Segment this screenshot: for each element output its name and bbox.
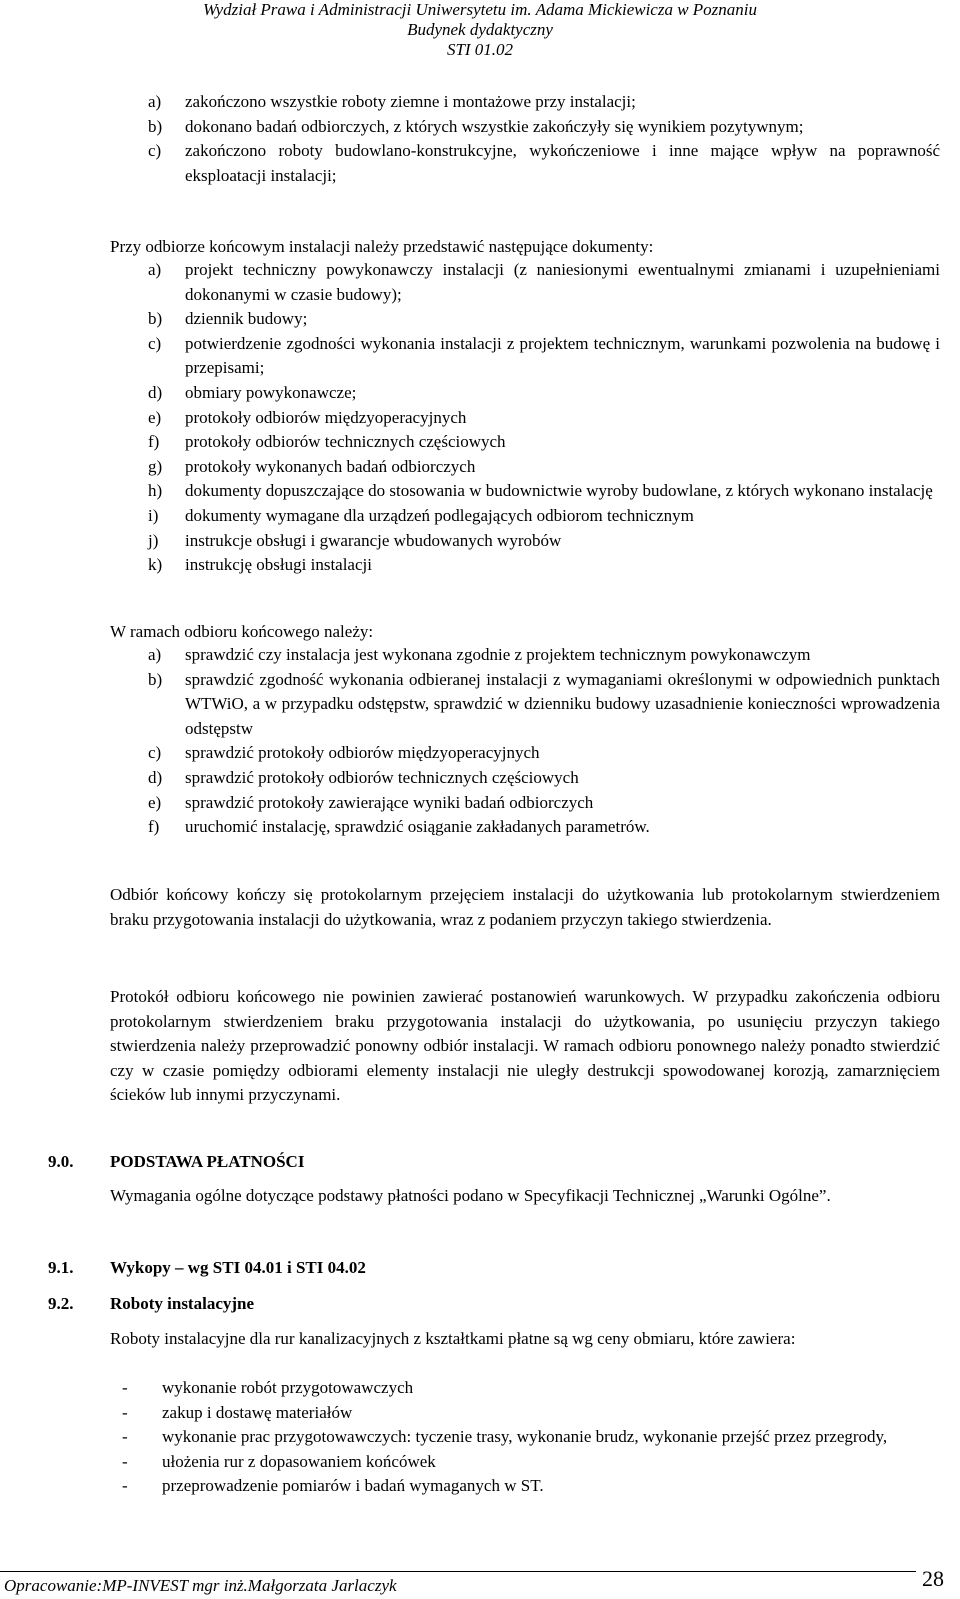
section-9-0-text: Wymagania ogólne dotyczące podstawy płatności podano w Specyfikacji Technicznej „Warunki Ogólne”.: [110, 1186, 831, 1205]
list-item: h) dokumenty dopuszczające do stosowania w budownictwie wyroby budowlane, z których wykonano instalację: [148, 481, 933, 501]
list-item: c) potwierdzenie zgodności wykonania instalacji z projektem technicznym, warunkami pozwolenia na budowę i przepisami;: [148, 333, 940, 378]
documents-intro: Przy odbiorze końcowym instalacji należy przedstawić następujące dokumenty:: [110, 237, 654, 256]
completion-conditions-list: [148, 90, 940, 188]
list-item: - wykonanie prac przygotowawczych: tyczenie trasy, wykonanie brudz, wykonanie przejść przez przegrody,: [122, 1427, 888, 1447]
header-code: STI 01.02: [446, 40, 514, 59]
list-item: a) zakończono wszystkie roboty ziemne i montażowe przy instalacji;: [148, 92, 636, 111]
list-item: a) projekt techniczny powykonawczy instalacji (z naniesionymi ewentualnymi zmianami i uzupełnieniami dokonanymi w czasie budowy);: [148, 260, 940, 304]
list-item: c) zakończono roboty budowlano-konstrukcyjne, wykończeniowe i inne mające wpływ na poprawność eksploatacji instalacji;: [148, 141, 940, 185]
checks-list: [148, 643, 940, 840]
list-item: f) uruchomić instalację, sprawdzić osiąganie zakładanych parametrów.: [148, 817, 650, 837]
list-item: - zakup i dostawę materiałów: [122, 1402, 353, 1422]
footer-rule: [0, 1571, 916, 1572]
list-item: e) protokoły odbiorów międzyoperacyjnych: [148, 407, 467, 427]
documents-list: [148, 258, 940, 578]
section-number-9-2: 9.2.: [48, 1294, 74, 1313]
header-building: Budynek dydaktyczny: [407, 20, 553, 39]
footer-author: Opracowanie:MP-INVEST mgr inż.Małgorzata Jarlaczyk: [4, 1576, 397, 1595]
list-item: - przeprowadzenie pomiarów i badań wymaganych w ST.: [122, 1476, 544, 1496]
paragraph-acceptance-protocol: Protokół odbioru końcowego nie powinien zawierać postanowień warunkowych. W przypadku zakończenia odbioru protokolarnym stwierdzeniem braku przygotowania instalacji do użytkowania, po usunięciu przyczyn takiego stwierdzenia należy przeprowadzić ponowny odbiór instalacji. W ramach odbioru ponownego należy ponadto stwierdzić czy w czasie pomiędzy odbiorami elementy instalacji nie uległy destrukcji spowodowanej korozją, zamarznięciem ścieków lub innymi przyczynami.: [110, 987, 940, 1105]
list-item: g) protokoły wykonanych badań odbiorczych: [148, 456, 476, 476]
running-header: [0, 0, 960, 60]
section-number-9-0: 9.0.: [48, 1152, 74, 1171]
page-number: 28: [922, 1566, 944, 1591]
list-item: b) dziennik budowy;: [148, 309, 308, 329]
section-number-9-1: 9.1.: [48, 1258, 74, 1277]
list-item: b) dokonano badań odbiorczych, z których wszystkie zakończyły się wynikiem pozytywnym;: [148, 116, 804, 136]
list-item: d) obmiary powykonawcze;: [148, 382, 357, 402]
section-title-excavations: Wykopy – wg STI 04.01 i STI 04.02: [110, 1258, 366, 1277]
list-item: a) sprawdzić czy instalacja jest wykonana zgodnie z projektem technicznym powykonawczym: [148, 645, 811, 664]
list-item: k) instrukcję obsługi instalacji: [148, 555, 372, 575]
section-title-installation-works: Roboty instalacyjne: [110, 1294, 255, 1313]
section-9-2-text: Roboty instalacyjne dla rur kanalizacyjnych z kształtkami płatne są wg ceny obmiaru, które zawiera:: [110, 1329, 796, 1348]
list-item: f) protokoły odbiorów technicznych częściowych: [148, 432, 506, 452]
scope-of-work-list: [122, 1376, 940, 1499]
list-item: j) instrukcje obsługi i gwarancje wbudowanych wyrobów: [148, 530, 562, 550]
list-item: d) sprawdzić protokoły odbiorów technicznych częściowych: [148, 767, 579, 787]
list-item: - wykonanie robót przygotowawczych: [122, 1378, 414, 1397]
header-faculty: Wydział Prawa i Administracji Uniwersytetu im. Adama Mickiewicza w Poznaniu: [202, 0, 758, 19]
section-title-payment: PODSTAWA PŁATNOŚCI: [110, 1152, 305, 1171]
checks-intro: W ramach odbioru końcowego należy:: [110, 622, 374, 641]
list-item: - ułożenia rur z dopasowaniem końcówek: [122, 1451, 436, 1471]
list-item: e) sprawdzić protokoły zawierające wyniki badań odbiorczych: [148, 792, 594, 812]
paragraph-final-acceptance: Odbiór końcowy kończy się protokolarnym przejęciem instalacji do użytkowania lub protokolarnym stwierdzeniem braku przygotowania instalacji do użytkowania, wraz z podaniem przyczyn takiego stwierdzenia.: [110, 885, 940, 929]
list-item: b) sprawdzić zgodność wykonania odbieranej instalacji z wymaganiami określonymi w odpowiednich punktach WTWiO, a w przypadku odstępstw, sprawdzić w dzienniku budowy uzasadnienie konieczności wprowadzenia odstępstw: [148, 669, 940, 738]
list-item: i) dokumenty wymagane dla urządzeń podlegających odbiorom technicznym: [148, 505, 694, 525]
list-item: c) sprawdzić protokoły odbiorów międzyoperacyjnych: [148, 743, 540, 763]
